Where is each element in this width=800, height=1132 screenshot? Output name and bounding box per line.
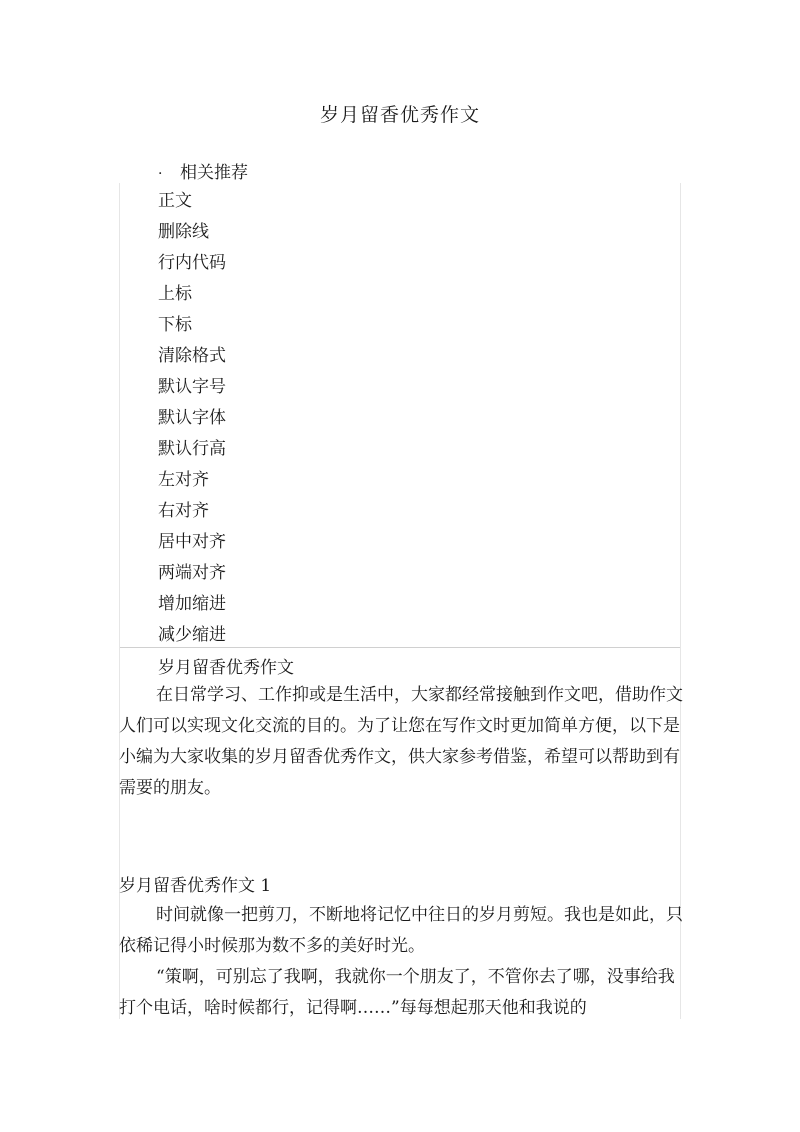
menu-item-decrease-indent[interactable]: 减少缩进 <box>158 625 226 645</box>
menu-item-justify[interactable]: 两端对齐 <box>158 563 226 583</box>
menu-item-increase-indent[interactable]: 增加缩进 <box>158 594 226 614</box>
format-menu-list <box>158 186 226 651</box>
article-paragraph-2: “策啊，可别忘了我啊，我就你一个朋友了，不管你去了哪，没事给我打个电话，啥时候都行，记得啊……”每每想起那天他和我说的 <box>119 967 675 1018</box>
format-menu <box>119 183 681 648</box>
menu-item-align-left[interactable]: 左对齐 <box>158 470 209 490</box>
menu-item-superscript[interactable]: 上标 <box>158 284 192 304</box>
menu-item-align-right[interactable]: 右对齐 <box>158 501 209 521</box>
menu-item-subscript[interactable]: 下标 <box>158 315 192 335</box>
article-heading: 岁月留香优秀作文 <box>158 658 294 678</box>
related-heading[interactable] <box>158 158 248 183</box>
menu-item-default-line-height[interactable]: 默认行高 <box>158 439 226 459</box>
related-heading-label: 相关推荐 <box>180 163 248 183</box>
article-intro-paragraph: 在日常学习、工作抑或是生活中，大家都经常接触到作文吧，借助作文人们可以实现文化交流的目的。为了让您在写作文时更加简单方便，以下是小编为大家收集的岁月留香优秀作文，供大家参考借鉴，希望可以帮助到有需要的朋友。 <box>119 685 683 798</box>
page-title: 岁月留香优秀作文 <box>319 104 480 126</box>
menu-item-default-font-size[interactable]: 默认字号 <box>158 377 226 397</box>
menu-item-default-font[interactable]: 默认字体 <box>158 408 226 428</box>
bullet-icon: · <box>158 166 163 182</box>
menu-item-inline-code[interactable]: 行内代码 <box>158 253 226 273</box>
article-paragraph-1: 时间就像一把剪刀，不断地将记忆中往日的岁月剪短。我也是如此，只依稀记得小时候那为数不多的美好时光。 <box>119 905 683 956</box>
menu-item-clear-format[interactable]: 清除格式 <box>158 346 226 366</box>
section-title: 岁月留香优秀作文 1 <box>119 876 272 896</box>
menu-item-body-text[interactable]: 正文 <box>158 191 192 211</box>
menu-item-align-center[interactable]: 居中对齐 <box>158 532 226 552</box>
menu-item-strikethrough[interactable]: 删除线 <box>158 222 209 242</box>
